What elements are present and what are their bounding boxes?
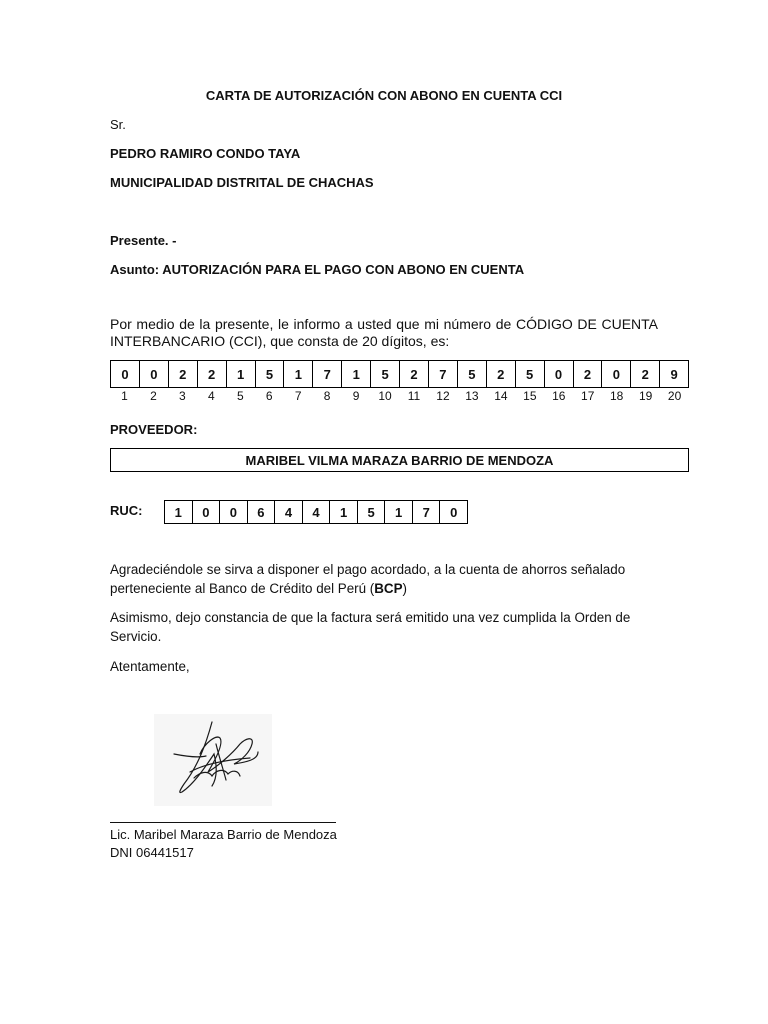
- signature-line: [110, 822, 336, 823]
- cci-digits-table: [110, 360, 689, 388]
- cci-position-label: 7: [294, 389, 302, 403]
- ruc-digit-cell: 6: [248, 501, 276, 523]
- cci-digit-cell: 5: [371, 361, 400, 387]
- invoice-paragraph: Asimismo, dejo constancia de que la factura será emitido una vez cumplida la Orden de Servicio.: [110, 610, 631, 644]
- cci-position-label: 13: [465, 389, 479, 403]
- cci-digit-cell: 0: [602, 361, 631, 387]
- letter-title: CARTA DE AUTORIZACIÓN CON ABONO EN CUENTA CCI: [205, 88, 563, 103]
- cci-position-label: 8: [323, 389, 331, 403]
- cci-position-label: 9: [352, 389, 360, 403]
- salutation: Sr.: [110, 117, 126, 132]
- cci-position-label: 17: [581, 389, 595, 403]
- payment-bank-abbrev: BCP: [374, 581, 403, 596]
- cci-position-label: 19: [638, 389, 653, 403]
- cci-position-row: [110, 389, 689, 403]
- cci-digit-cell: 0: [545, 361, 574, 387]
- cci-digit-cell: 5: [516, 361, 545, 387]
- cci-position-label: 10: [378, 389, 392, 403]
- handwritten-signature: [154, 714, 272, 806]
- asunto-label: Asunto:: [110, 262, 160, 277]
- cci-position-label: 3: [179, 389, 186, 403]
- cci-digit-cell: 1: [342, 361, 371, 387]
- ruc-digit-cell: 0: [193, 501, 221, 523]
- ruc-digits-table: [164, 500, 468, 524]
- cci-position-label: 12: [436, 389, 450, 403]
- cci-digit-cell: 5: [458, 361, 487, 387]
- cci-position-label: 15: [523, 389, 537, 403]
- ruc-digit-cell: 4: [275, 501, 303, 523]
- cci-digit-cell: 7: [313, 361, 342, 387]
- ruc-digit-cell: 7: [413, 501, 441, 523]
- cci-digit-cell: 2: [487, 361, 516, 387]
- signatory-dni: DNI 06441517: [110, 845, 194, 860]
- asunto-line: [110, 262, 524, 278]
- ruc-digit-cell: 1: [330, 501, 358, 523]
- cci-digit-cell: 7: [429, 361, 458, 387]
- payment-text-end: ): [402, 581, 408, 596]
- cci-digit-cell: 2: [169, 361, 198, 387]
- proveedor-label: PROVEEDOR:: [110, 422, 198, 437]
- presente-line: Presente. -: [110, 233, 177, 248]
- cci-position-label: 20: [667, 389, 682, 403]
- cci-digit-cell: 1: [284, 361, 313, 387]
- recipient-organization: MUNICIPALIDAD DISTRITAL DE CHACHAS: [110, 175, 374, 190]
- recipient-name: PEDRO RAMIRO CONDO TAYA: [110, 146, 301, 161]
- cci-position-label: 18: [610, 389, 624, 403]
- cci-digit-cell: 2: [400, 361, 429, 387]
- cci-position-label: 11: [407, 389, 421, 403]
- ruc-digit-cell: 0: [220, 501, 248, 523]
- payment-paragraph: [110, 560, 658, 598]
- ruc-label: RUC:: [110, 503, 143, 518]
- proveedor-name-box: MARIBEL VILMA MARAZA BARRIO DE MENDOZA: [110, 448, 689, 472]
- signatory-name: Lic. Maribel Maraza Barrio de Mendoza: [110, 827, 337, 842]
- ruc-digit-cell: 1: [385, 501, 413, 523]
- cci-digit-cell: 2: [574, 361, 603, 387]
- intro-paragraph: Por medio de la presente, le informo a usted que mi número de CÓDIGO DE CUENTA INTERBANCARIO (CCI), que consta de 20 dígitos, es:: [110, 316, 658, 349]
- asunto-text: AUTORIZACIÓN PARA EL PAGO CON ABONO EN CUENTA: [162, 262, 525, 277]
- cci-position-label: 2: [150, 389, 157, 403]
- cci-digit-cell: 2: [198, 361, 227, 387]
- cci-position-label: 4: [207, 389, 215, 403]
- cci-digit-cell: 0: [140, 361, 169, 387]
- ruc-digit-cell: 1: [165, 501, 193, 523]
- signature-image: [154, 714, 272, 806]
- cci-position-label: 6: [265, 389, 273, 403]
- cci-digit-cell: 5: [256, 361, 285, 387]
- cci-position-label: 14: [494, 389, 508, 403]
- cci-digit-cell: 1: [227, 361, 256, 387]
- cci-position-label: 16: [552, 389, 566, 403]
- cci-digit-cell: 2: [631, 361, 660, 387]
- payment-text-start: Agradeciéndole se sirva a disponer el pago acordado, a la cuenta de ahorros señalado perteneciente al Banco de Crédito del Perú (: [110, 562, 626, 596]
- cci-position-label: 1: [121, 389, 128, 403]
- cci-digit-cell: 9: [670, 366, 678, 382]
- ruc-digit-cell: 0: [450, 504, 458, 520]
- ruc-digit-cell: 5: [358, 501, 386, 523]
- ruc-digit-cell: 4: [303, 501, 331, 523]
- cci-digit-cell: 0: [111, 361, 140, 387]
- cci-position-label: 5: [236, 389, 244, 403]
- closing-line: Atentamente,: [110, 659, 190, 674]
